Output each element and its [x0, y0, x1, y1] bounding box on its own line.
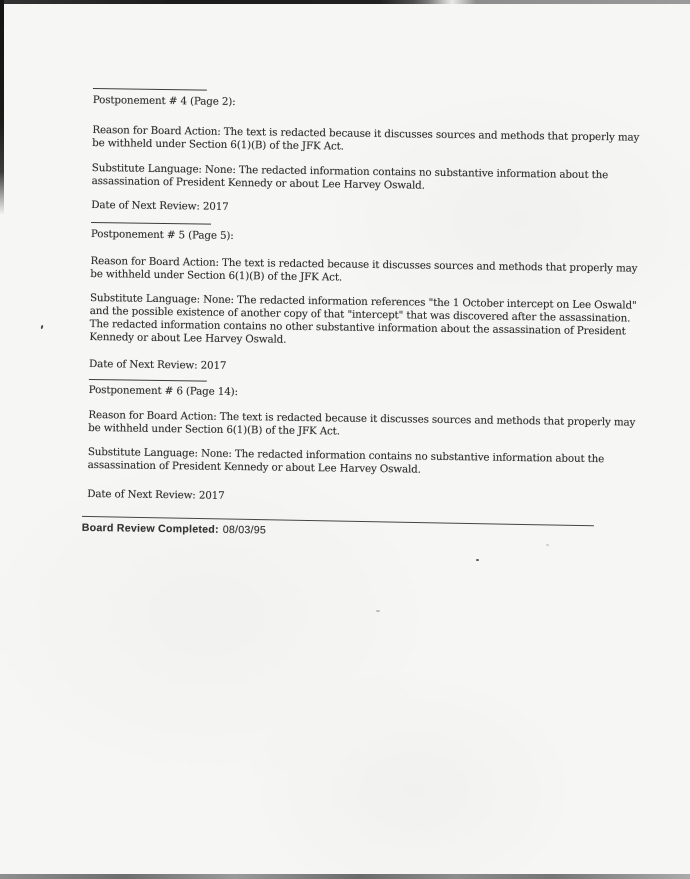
scan-speck: [546, 544, 549, 546]
scan-speck: [41, 325, 44, 329]
postponement-6-substitute: Substitute Language: None: The redacted information contains no substantive information about the assassination of President Kennedy or about Lee Harvey Oswald.: [87, 445, 605, 476]
postponement-4-reason: Reason for Board Action: The text is redacted because it discusses sources and methods that properly may be withheld under Section 6(1)(B) of the JFK Act.: [92, 123, 640, 153]
postponement-4-substitute: Substitute Language: None: The redacted information contains no substantive information about the assassination of President Kennedy or about Lee Harvey Oswald.: [91, 161, 609, 192]
postponement-5-reason: Reason for Board Action: The text is redacted because it discusses sources and methods that properly may be withheld under Section 6(1)(B) of the JFK Act.: [90, 254, 638, 284]
board-review-completed-date: 08/03/95: [222, 523, 267, 537]
section-rule: [93, 88, 207, 91]
scan-speck: [476, 559, 479, 561]
scan-edge-top: [0, 0, 690, 4]
scan-edge-bottom: [0, 874, 690, 879]
board-review-completed-label: Board Review Completed:: [81, 521, 219, 536]
postponement-5-next-review: Date of Next Review: 2017: [89, 357, 227, 372]
section-rule: [91, 222, 211, 225]
scan-edge-left: [0, 0, 4, 215]
scan-speck: [376, 610, 380, 612]
board-review-completed: [82, 522, 266, 537]
document-content: [81, 84, 658, 692]
postponement-4-heading: Postponement # 4 (Page 2):: [92, 93, 236, 108]
postponement-5-substitute: Substitute Language: None: The redacted information references "the 1 October intercept on Lee Oswald" and the possible existence of another copy of that "intercept" that was discovered after the assassination. The redacted information contains no other substantive information about the assassination of President Kennedy or about Lee Harvey Oswald.: [89, 291, 637, 346]
postponement-6-heading: Postponement # 6 (Page 14):: [88, 383, 238, 399]
postponement-4-next-review: Date of Next Review: 2017: [91, 198, 229, 213]
section-rule: [89, 379, 207, 382]
postponement-5-heading: Postponement # 5 (Page 5):: [90, 227, 234, 242]
postponement-6-next-review: Date of Next Review: 2017: [87, 487, 225, 502]
postponement-6-reason: Reason for Board Action: The text is redacted because it discusses sources and methods that properly may be withheld under Section 6(1)(B) of the JFK Act.: [88, 408, 636, 438]
